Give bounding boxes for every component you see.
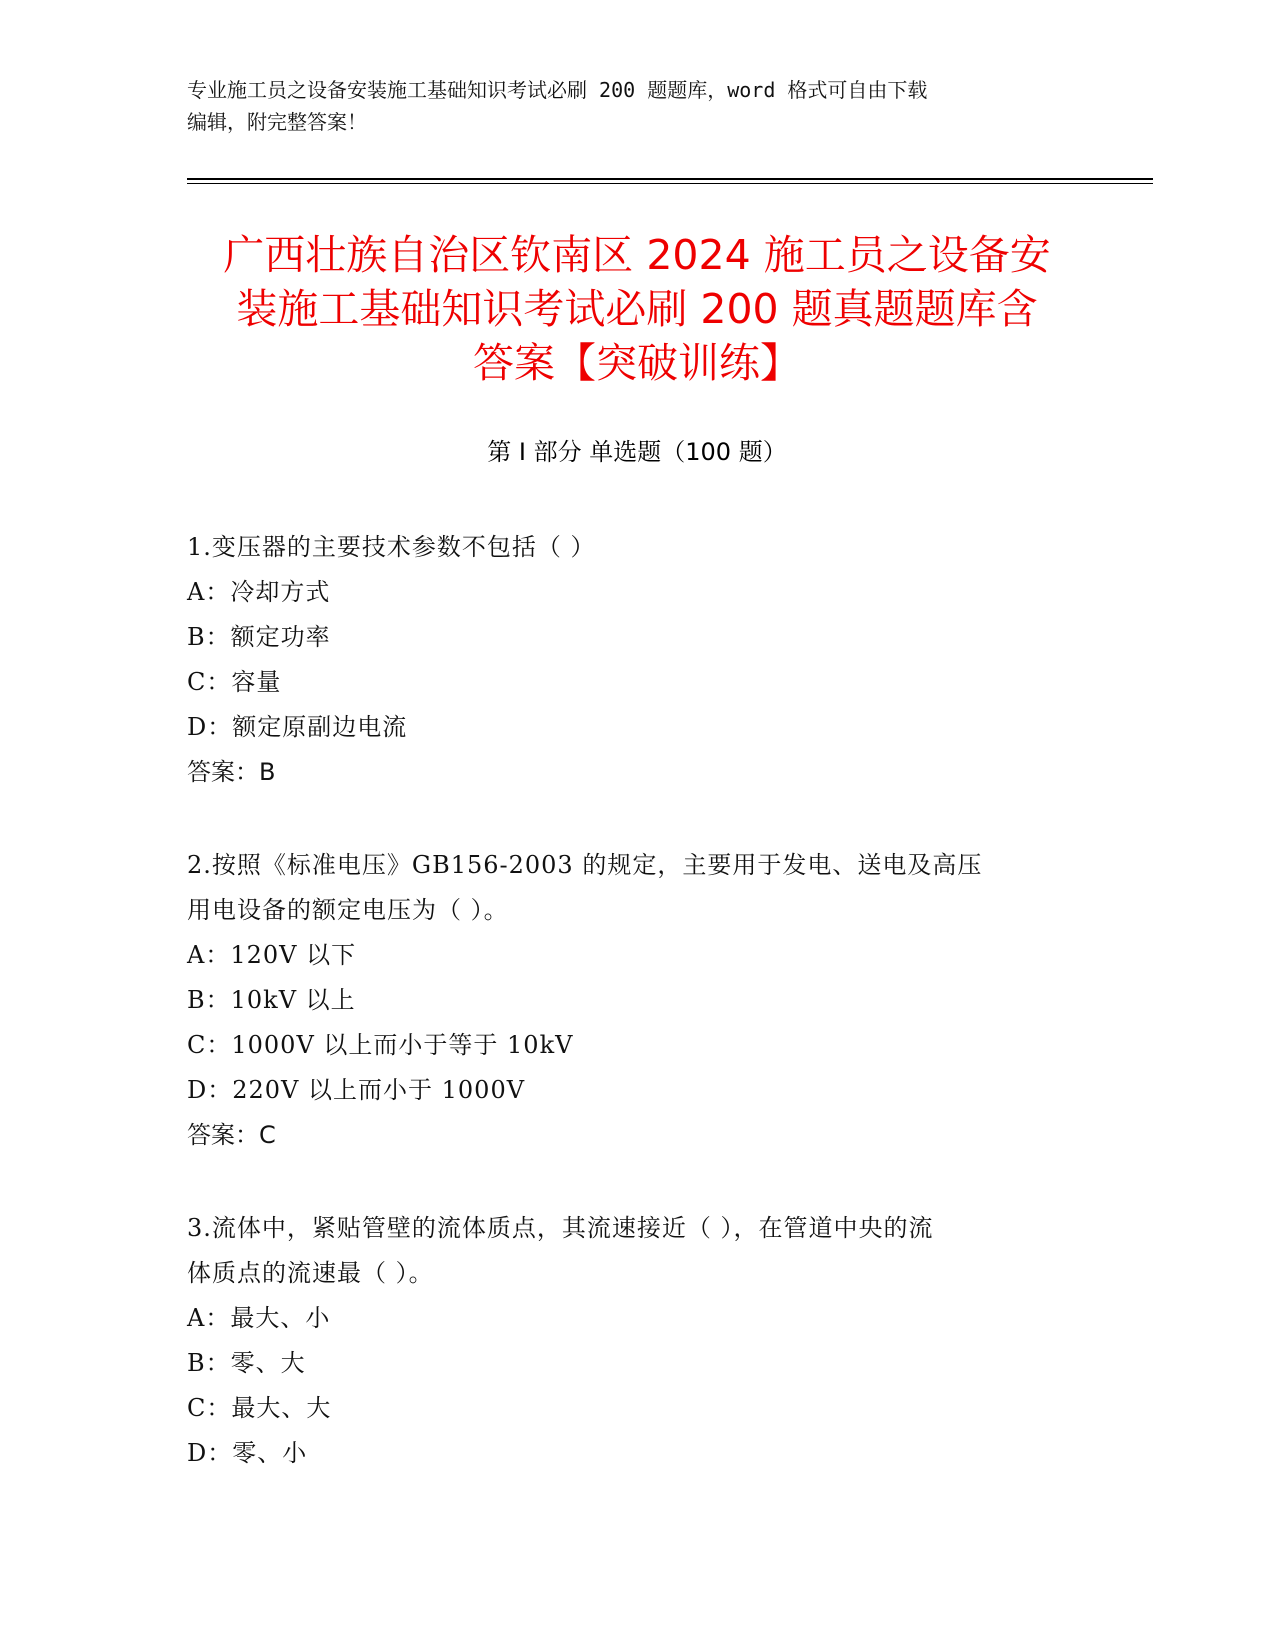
question-stem-line-2: 体质点的流速最（ ）。 (187, 1259, 434, 1287)
option-d: D：零、小 (187, 1439, 308, 1467)
title-line-1: 广西壮族自治区钦南区 2024 施工员之设备安 (223, 231, 1051, 279)
option-c: C：1000V 以上而小于等于 10kV (187, 1031, 574, 1059)
answer: 答案：B (187, 758, 276, 786)
header-divider-thin (187, 183, 1153, 184)
part-heading: 第 I 部分 单选题（100 题） (487, 438, 787, 466)
question-stem-line-2: 用电设备的额定电压为（ ）。 (187, 896, 509, 924)
option-b: B：零、大 (187, 1349, 306, 1377)
question-stem-line-1: 3.流体中，紧贴管壁的流体质点，其流速接近（ ），在管道中央的流 (187, 1214, 934, 1242)
title-line-3: 答案【突破训练】 (473, 339, 801, 387)
option-a: A：120V 以下 (187, 941, 357, 969)
header-note-line-1: 专业施工员之设备安装施工基础知识考试必刷 200 题题库，word 格式可自由下载 (187, 78, 928, 102)
option-d: D：220V 以上而小于 1000V (187, 1076, 526, 1104)
question-stem: 1.变压器的主要技术参数不包括（ ） (187, 533, 596, 561)
question-stem-line-1: 2.按照《标准电压》GB156-2003 的规定，主要用于发电、送电及高压 (187, 851, 983, 879)
header-divider-thick (187, 178, 1153, 180)
option-c: C：容量 (187, 668, 282, 696)
question-1 (187, 525, 1067, 795)
option-d: D：额定原副边电流 (187, 713, 408, 741)
answer: 答案：C (187, 1121, 276, 1149)
question-2 (187, 843, 1067, 1158)
option-b: B：10kV 以上 (187, 986, 356, 1014)
question-3 (187, 1206, 1067, 1476)
document-title (187, 228, 1087, 390)
option-a: A：冷却方式 (187, 578, 331, 606)
header-note-line-2: 编辑，附完整答案！ (187, 110, 367, 134)
option-b: B：额定功率 (187, 623, 331, 651)
option-c: C：最大、大 (187, 1394, 332, 1422)
title-line-2: 装施工基础知识考试必刷 200 题真题题库含 (236, 285, 1038, 333)
option-a: A：最大、小 (187, 1304, 331, 1332)
header-note (187, 74, 1087, 138)
